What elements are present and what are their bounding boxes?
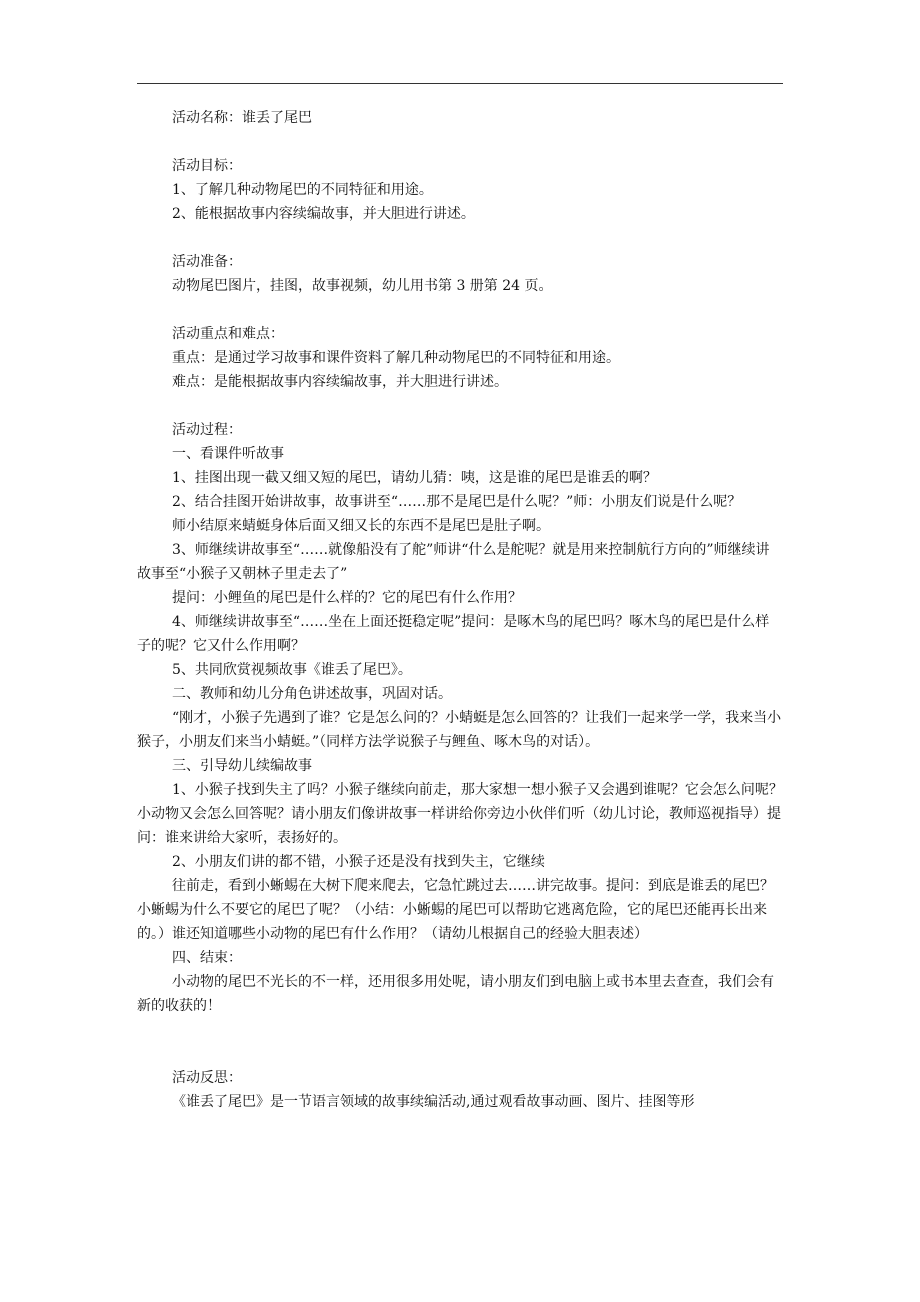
- key-point-focus: 重点：是通过学习故事和课件资料了解几种动物尾巴的不同特征和用途。: [172, 350, 620, 366]
- process-line: 1、挂图出现一截又细又短的尾巴，请幼儿猜：咦，这是谁的尾巴是谁丢的啊？: [172, 470, 657, 486]
- process-line: 四、结束：: [172, 950, 242, 966]
- process-line: 2、结合挂图开始讲故事，故事讲至“……那不是尾巴是什么呢？”师：小朋友们说是什么呢？: [172, 494, 742, 510]
- key-points-heading: 活动重点和难点：: [172, 326, 284, 342]
- document-body: [137, 106, 783, 1114]
- process-line: 提问：小鲤鱼的尾巴是什么样的？它的尾巴有什么作用？: [172, 590, 522, 606]
- process-line: “刚才，小猴子先遇到了谁？它是怎么问的？小蜻蜓是怎么回答的？让我们一起来学一学，我来当小猴子，小朋友们来当小蜻蜓。”（同样方法学说猴子与鲤鱼、啄木鸟的对话）。: [137, 710, 782, 750]
- process-line: 师小结原来蜻蜓身体后面又细又长的东西不是尾巴是肚子啊。: [172, 518, 550, 534]
- process-line: 三、引导幼儿续编故事: [172, 758, 312, 774]
- activity-name: 活动名称：谁丢了尾巴: [172, 110, 312, 126]
- process-line: 5、共同欣赏视频故事《谁丢了尾巴》。: [172, 662, 412, 678]
- goal-item: 2、能根据故事内容续编故事，并大胆进行讲述。: [172, 206, 475, 222]
- preparation-heading: 活动准备：: [172, 254, 242, 270]
- process-line: 2、小朋友们讲的都不错，小猴子还是没有找到失主，它继续: [172, 854, 545, 870]
- process-line: 小动物的尾巴不光长的不一样，还用很多用处呢，请小朋友们到电脑上或书本里去查查，我们会有新的收获的！: [137, 974, 774, 1014]
- process-line: 3、师继续讲故事至“……就像船没有了舵”师讲“什么是舵呢？就是用来控制航行方向的”师继续讲故事至“小猴子又朝林子里走去了”: [137, 542, 770, 582]
- process-line: 1、小猴子找到失主了吗？小猴子继续向前走，那大家想一想小猴子又会遇到谁呢？它会怎么问呢？小动物又会怎么回答呢？请小朋友们像讲故事一样讲给你旁边小伙伴们听（幼儿讨论，教师巡视指导）提问：谁来讲给大家听，表扬好的。: [137, 782, 783, 846]
- process-line: 往前走，看到小蜥蜴在大树下爬来爬去，它急忙跳过去……讲完故事。提问：到底是谁丢的尾巴？小蜥蜴为什么不要它的尾巴了呢？（小结：小蜥蜴的尾巴可以帮助它逃离危险，它的尾巴还能再长出来的。）谁还知道哪些小动物的尾巴有什么作用？（请幼儿根据自己的经验大胆表述）: [137, 878, 774, 942]
- process-line: 二、教师和幼儿分角色讲述故事，巩固对话。: [172, 686, 452, 702]
- preparation-text: 动物尾巴图片，挂图，故事视频，幼儿用书第 3 册第 24 页。: [172, 278, 553, 294]
- process-line: 一、看课件听故事: [172, 446, 284, 462]
- header-rule: [137, 83, 783, 84]
- process-line: 4、师继续讲故事至“……坐在上面还挺稳定呢”提问：是啄木鸟的尾巴吗？啄木鸟的尾巴是什么样子的呢？它又什么作用啊？: [137, 614, 770, 654]
- key-point-difficulty: 难点：是能根据故事内容续编故事，并大胆进行讲述。: [172, 374, 508, 390]
- process-heading: 活动过程：: [172, 422, 242, 438]
- reflection-heading: 活动反思：: [172, 1070, 242, 1086]
- goals-heading: 活动目标：: [172, 158, 242, 174]
- goal-item: 1、了解几种动物尾巴的不同特征和用途。: [172, 182, 433, 198]
- reflection-text: 《谁丢了尾巴》是一节语言领域的故事续编活动,通过观看故事动画、图片、挂图等形: [172, 1094, 695, 1110]
